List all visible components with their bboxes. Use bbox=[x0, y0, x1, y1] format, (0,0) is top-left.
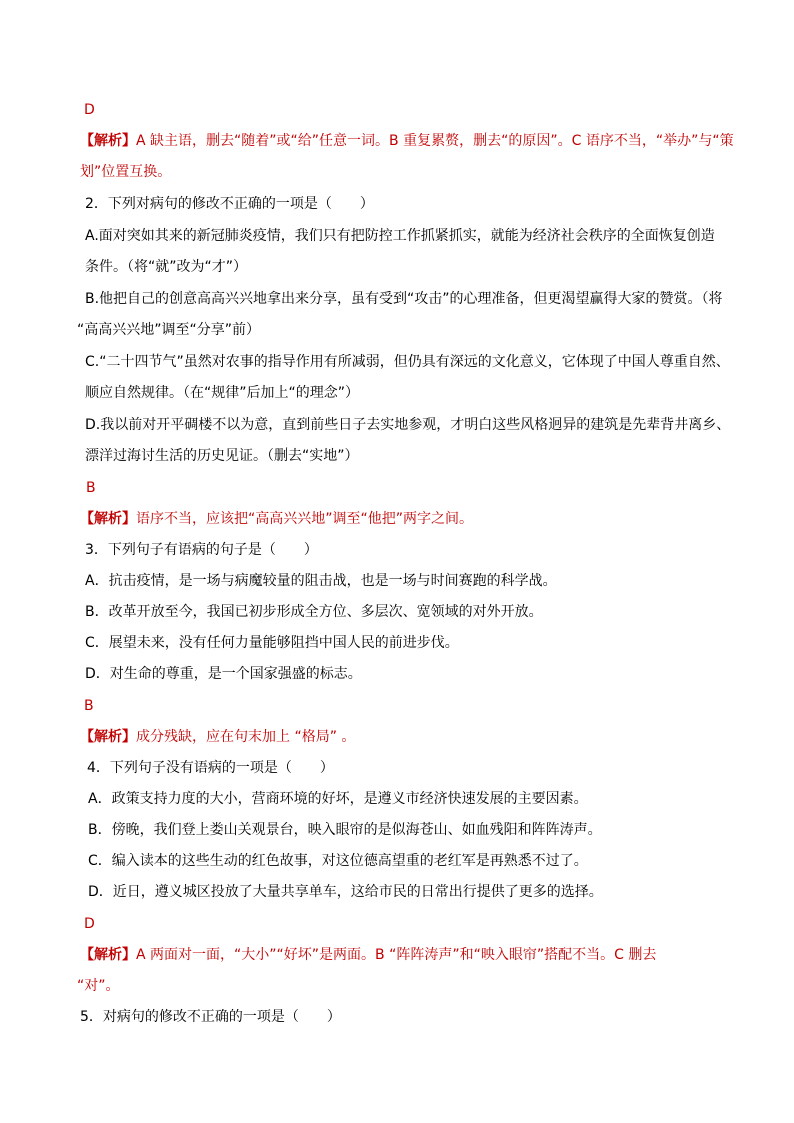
question-title: 2．下列对病句的修改不正确的一项是（ ） bbox=[85, 196, 374, 212]
option-line: 漂洋过海讨生活的历史见证。（删去“实地”） bbox=[85, 448, 359, 464]
analysis-line bbox=[80, 727, 734, 747]
question-title: 3．下列句子有语病的句子是（ ） bbox=[85, 542, 318, 558]
analysis-text: 划”位置互换。 bbox=[80, 164, 172, 180]
option-line: A．抗击疫情，是一场与病魔较量的阻击战，也是一场与时间赛跑的科学战。 bbox=[85, 573, 557, 589]
analysis-line bbox=[80, 131, 734, 151]
option-line: D．对生命的尊重，是一个国家强盛的标志。 bbox=[85, 666, 362, 682]
option-line: B.他把自己的创意高高兴兴地拿出来分享，虽有受到“攻击”的心理准备，但更渴望赢得大家的赞赏。（将 bbox=[85, 291, 723, 307]
analysis-text: A 两面对一面，“大小”“好坏”是两面。B “阵阵涛声”和“映入眼帘”搭配不当。C 删去 bbox=[136, 947, 657, 963]
analysis-text: 成分残缺，应在句末加上 “格局” 。 bbox=[136, 729, 356, 745]
question-title: 4．下列句子没有语病的一项是（ ） bbox=[87, 760, 334, 776]
option-line: C．展望未来，没有任何力量能够阻挡中国人民的前进步伐。 bbox=[85, 635, 459, 651]
analysis-tag: 【解析】 bbox=[80, 947, 136, 963]
answer-key: D bbox=[84, 916, 95, 932]
option-line: A.面对突如其来的新冠肺炎疫情，我们只有把防控工作抓紧抓实，就能为经济社会秩序的全面恢复创造 bbox=[85, 228, 715, 244]
analysis-text: “对”。 bbox=[77, 978, 120, 994]
answer-key: B bbox=[84, 698, 94, 714]
option-line: D．近日，遵义城区投放了大量共享单车，这给市民的日常出行提供了更多的选择。 bbox=[88, 884, 603, 900]
option-line: 顺应自然规律。（在“规律”后加上“的理念”） bbox=[85, 385, 360, 401]
option-line: 条件。（将“就”改为“才”） bbox=[85, 259, 248, 275]
analysis-line bbox=[80, 509, 734, 529]
answer-key: B bbox=[86, 480, 96, 496]
analysis-text: 语序不当，应该把“高高兴兴地”调至“他把”两字之间。 bbox=[136, 511, 474, 527]
option-line: B．傍晚，我们登上娄山关观景台，映入眼帘的是似海苍山、如血残阳和阵阵涛声。 bbox=[88, 822, 602, 838]
option-line: A．政策支持力度的大小，营商环境的好坏，是遵义市经济快速发展的主要因素。 bbox=[88, 791, 588, 807]
answer-key: D bbox=[84, 102, 95, 118]
analysis-line bbox=[80, 945, 734, 965]
option-line: D.我以前对开平碉楼不以为意，直到前些日子去实地参观，才明白这些风格迥异的建筑是先辈背井离乡、 bbox=[85, 417, 731, 433]
option-line: C.“二十四节气”虽然对农事的指导作用有所减弱，但仍具有深远的文化意义，它体现了中国人尊重自然、 bbox=[85, 354, 730, 370]
analysis-tag: 【解析】 bbox=[80, 511, 136, 527]
analysis-tag: 【解析】 bbox=[80, 729, 136, 745]
option-line: C．编入读本的这些生动的红色故事，对这位德高望重的老红军是再熟悉不过了。 bbox=[88, 853, 588, 869]
option-line: B．改革开放至今，我国已初步形成全方位、多层次、宽领域的对外开放。 bbox=[85, 604, 543, 620]
analysis-tag: 【解析】 bbox=[80, 133, 136, 149]
option-line: “高高兴兴地”调至“分享”前） bbox=[77, 322, 261, 338]
analysis-text: A 缺主语，删去“随着”或“给”任意一词。B 重复累赘，删去“的原因”。C 语序不当，“举办”与“策 bbox=[136, 133, 734, 149]
question-title: 5．对病句的修改不正确的一项是（ ） bbox=[80, 1009, 341, 1025]
